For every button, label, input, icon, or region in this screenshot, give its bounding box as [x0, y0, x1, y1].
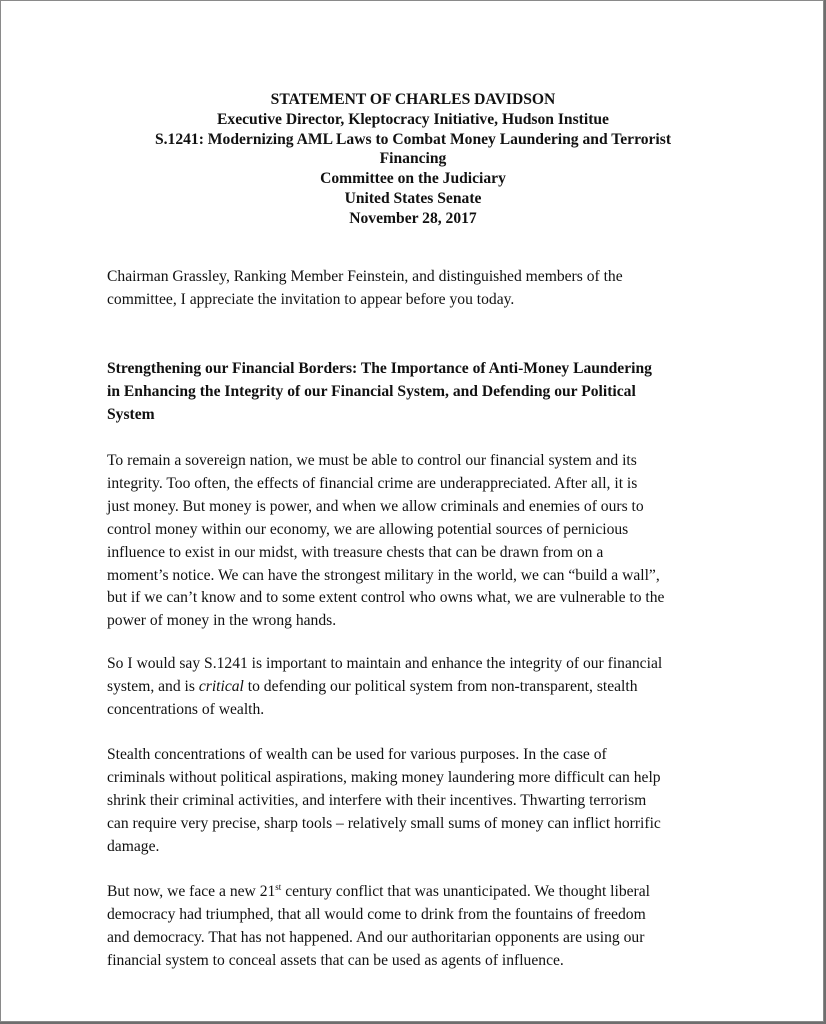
text-line: concentrations of wealth. — [107, 700, 265, 718]
text-line — [107, 881, 721, 904]
bill-title-line-2: Financing — [379, 150, 447, 168]
emphasized-word: critical — [198, 677, 244, 695]
text-line: To remain a sovereign nation, we must be able to control our financial system and its — [107, 452, 637, 469]
body-paragraph-4 — [107, 881, 721, 973]
statement-title: STATEMENT OF CHARLES DAVIDSON — [270, 91, 556, 108]
text-run: system, and is — [107, 677, 199, 695]
text-line: democracy had triumphed, that all would come to drink from the fountains of freedom — [107, 905, 646, 923]
text-line: So I would say S.1241 is important to maintain and enhance the integrity of our financial — [107, 655, 663, 672]
text-line: and democracy. That has not happened. And our authoritarian opponents are using our — [107, 928, 645, 946]
text-line: influence to exist in our midst, with treasure chests that can be drawn from on a — [107, 543, 604, 561]
document-header — [1, 90, 825, 229]
text-line: Stealth concentrations of wealth can be used for various purposes. In the case of — [107, 746, 607, 763]
text-line: financial system to conceal assets that can be used as agents of influence. — [107, 951, 564, 969]
greeting-paragraph — [107, 266, 721, 312]
text-line: power of money in the wrong hands. — [107, 612, 337, 630]
text-line: Strengthening our Financial Borders: The Importance of Anti-Money Laundering — [107, 360, 652, 377]
bill-title-line-1: S.1241: Modernizing AML Laws to Combat Money Laundering and Terrorist — [154, 130, 672, 148]
body-paragraph-3 — [107, 744, 721, 859]
text-line: committee, I appreciate the invitation to appear before you today. — [107, 290, 515, 308]
text-line — [107, 676, 721, 699]
statement-date: November 28, 2017 — [349, 209, 477, 227]
text-line: just money. But money is power, and when we allow criminals and enemies of ours to — [107, 497, 644, 515]
text-line: but if we can’t know and to some extent control who owns what, we are vulnerable to the — [107, 589, 665, 607]
ordinal-superscript: st — [275, 882, 282, 892]
committee-name: Committee on the Judiciary — [320, 170, 506, 188]
text-line: damage. — [107, 837, 160, 855]
section-heading — [107, 358, 721, 427]
text-run: But now, we face a new 21 — [107, 883, 276, 900]
body-paragraph-1 — [107, 450, 721, 633]
text-line: criminals without political aspirations, making money laundering more difficult can help — [107, 768, 661, 786]
text-line: moment’s notice. We can have the strongest military in the world, we can “build a wall”, — [107, 566, 660, 584]
text-line: in Enhancing the Integrity of our Financial System, and Defending our Political — [107, 382, 636, 400]
text-line: System — [107, 405, 155, 423]
text-run: to defending our political system from non-transparent, stealth — [243, 677, 638, 695]
text-line: shrink their criminal activities, and interfere with their incentives. Thwarting terrorism — [107, 791, 647, 809]
text-run: century conflict that was unanticipated. We thought liberal — [281, 883, 651, 900]
body-paragraph-2 — [107, 653, 721, 722]
text-line: integrity. Too often, the effects of financial crime are underappreciated. After all, it is — [107, 474, 638, 492]
speaker-affiliation: Executive Director, Kleptocracy Initiative, Hudson Institue — [217, 110, 609, 128]
text-line: control money within our economy, we are allowing potential sources of pernicious — [107, 520, 629, 538]
text-line: Chairman Grassley, Ranking Member Feinstein, and distinguished members of the — [107, 268, 623, 285]
chamber-name: United States Senate — [344, 189, 482, 207]
text-line: can require very precise, sharp tools – relatively small sums of money can inflict horrific — [107, 814, 661, 832]
